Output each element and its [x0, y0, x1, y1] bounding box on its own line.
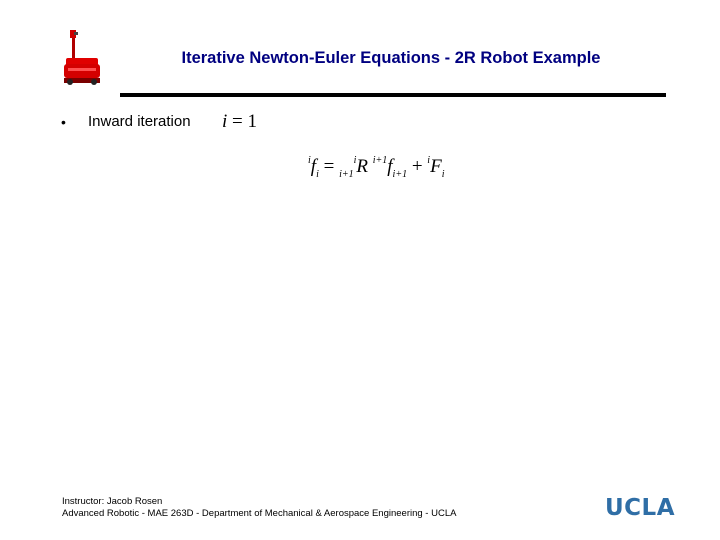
footer-instructor: Instructor: Jacob Rosen: [62, 496, 163, 507]
footer-course: Advanced Robotic - MAE 263D - Department of Mechanical & Aerospace Engineering - UCLA: [62, 508, 457, 519]
equals-sign: =: [227, 111, 248, 132]
lhs-force: f: [310, 156, 317, 177]
red-robot-icon: [60, 28, 104, 86]
inertial-force: F: [430, 156, 442, 177]
lhs-frame-sup: i: [308, 155, 311, 166]
force-equals: =: [318, 156, 340, 177]
index-equation: [222, 111, 257, 133]
rotation-pre-sub: i+1: [339, 169, 354, 180]
plus-sign: +: [407, 156, 428, 177]
inertial-force-sup: i: [427, 155, 431, 166]
footer-credits: [62, 496, 456, 520]
rotation-pre-sup: i: [353, 155, 357, 166]
next-force: f: [387, 156, 393, 177]
index-value: 1: [247, 111, 257, 132]
slide-title: Iterative Newton-Euler Equations - 2R Robot Example: [181, 49, 601, 67]
title-divider: [120, 93, 666, 97]
next-force-sup: i+1: [372, 155, 388, 166]
bullet-marker: •: [61, 114, 66, 130]
next-force-sub: i+1: [392, 169, 408, 180]
rotation-matrix: R: [356, 156, 368, 177]
lhs-sub: i: [316, 169, 319, 180]
index-variable: i: [222, 111, 228, 132]
bullet-text: Inward iteration: [88, 113, 191, 130]
force-equation: [308, 148, 444, 188]
inertial-force-sub: i: [441, 169, 445, 180]
ucla-logo: UCLA: [605, 495, 676, 521]
